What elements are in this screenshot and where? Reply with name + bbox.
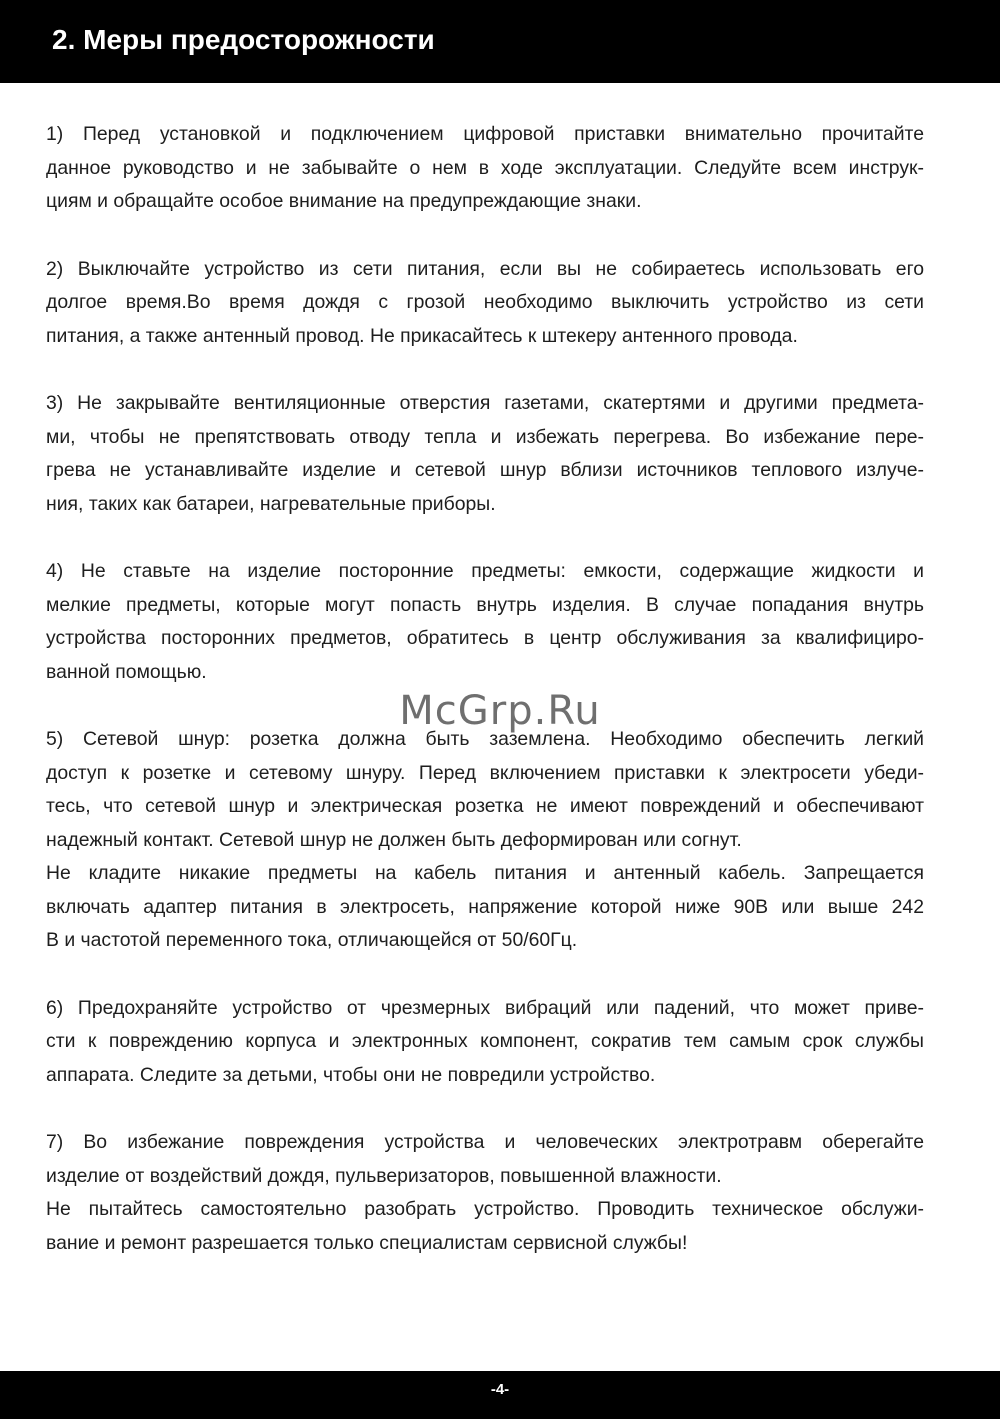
paragraph-3 <box>46 387 924 521</box>
text-line: включать адаптер питания в электросеть, напряжение которой ниже 90В или выше 242 <box>46 895 924 918</box>
text-line: циям и обращайте особое внимание на предупреждающие знаки. <box>46 190 642 212</box>
paragraph-5 <box>46 723 924 958</box>
paragraph-4 <box>46 555 924 689</box>
text-line: 2) Выключайте устройство из сети питания, если вы не собираетесь использовать его <box>46 257 924 280</box>
text-line: грева не устанавливайте изделие и сетевой шнур вблизи источников теплового излуче- <box>46 459 924 481</box>
text-line: долгое время.Во время дождя с грозой необходимо выключить устройство из сети <box>46 291 924 313</box>
text-line: изделие от воздействий дождя, пульверизаторов, повышенной влажности. <box>46 1164 722 1187</box>
paragraph-2 <box>46 253 924 354</box>
watermark: McGrp.Ru <box>399 688 601 734</box>
text-line: 7) Во избежание повреждения устройства и человеческих электротравм оберегайте <box>46 1131 924 1153</box>
page-title: 2. Меры предосторожности <box>52 24 435 55</box>
text-line: вание и ремонт разрешается только специалистам сервисной службы! <box>46 1231 688 1254</box>
text-line: данное руководство и не забывайте о нем в ходе эксплуатации. Следуйте всем инструк- <box>46 156 924 179</box>
text-line: Не кладите никакие предметы на кабель питания и антенный кабель. Запрещается <box>46 862 924 884</box>
text-line: В и частотой переменного тока, отличающейся от 50/60Гц. <box>46 929 578 951</box>
text-line: питания, а также антенный провод. Не прикасайтесь к штекеру антенного провода. <box>46 324 798 347</box>
text-line: ми, чтобы не препятствовать отводу тепла и избежать перегрева. Во избежание пере- <box>46 425 924 448</box>
text-line: ванной помощью. <box>46 660 207 683</box>
text-line: 1) Перед установкой и подключением цифровой приставки внимательно прочитайте <box>46 123 924 145</box>
text-line: 5) Сетевой шнур: розетка должна быть заземлена. Необходимо обеспечить легкий <box>46 728 924 750</box>
text-line: ния, таких как батареи, нагревательные приборы. <box>46 492 496 515</box>
text-line: аппарата. Следите за детьми, чтобы они не повредили устройство. <box>46 1063 656 1086</box>
text-line: 3) Не закрывайте вентиляционные отверстия газетами, скатертями и другими предмета- <box>46 392 924 414</box>
text-line: надежный контакт. Сетевой шнур не должен быть деформирован или согнут. <box>46 828 742 851</box>
header-bar <box>0 0 1000 83</box>
text-line: 4) Не ставьте на изделие посторонние предметы: емкости, содержащие жидкости и <box>46 560 924 582</box>
text-line: мелкие предметы, которые могут попасть внутрь изделия. В случае попадания внутрь <box>46 593 924 616</box>
text-line: тесь, что сетевой шнур и электрическая розетка не имеют повреждений и обеспечивают <box>46 795 924 817</box>
paragraph-6 <box>46 992 924 1093</box>
text-line: Не пытайтесь самостоятельно разобрать устройство. Проводить техническое обслужи- <box>46 1198 924 1220</box>
paragraph-1 <box>46 118 924 219</box>
text-line: 6) Предохраняйте устройство от чрезмерных вибраций или падений, что может приве- <box>46 996 924 1019</box>
paragraph-7 <box>46 1126 924 1260</box>
text-line: доступ к розетке и сетевому шнуру. Перед включением приставки к электросети убеди- <box>46 761 924 784</box>
text-line: сти к повреждению корпуса и электронных компонент, сократив тем самым срок службы <box>46 1030 924 1052</box>
text-line: устройства посторонних предметов, обратитесь в центр обслуживания за квалифициро- <box>46 627 924 649</box>
page-number: -4- <box>490 1381 510 1398</box>
